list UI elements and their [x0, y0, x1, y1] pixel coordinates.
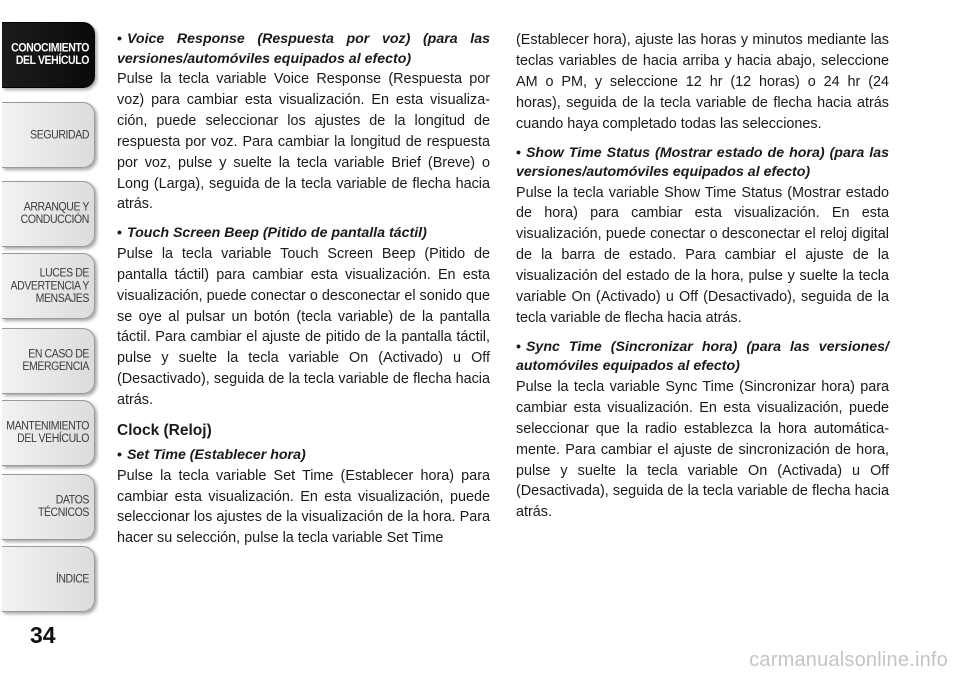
paragraph-sync-time: Pulse la tecla variable Sync Time (Sincronizar hora) para cambiar esta visualización. En esta visualización, puede seleccionar que la radio establezca la hora automáticamente. Para cambiar el ajuste de sincronización de hora, pulse y suelte la tecla variable On (Activada) u Off (Desactivada), seguida de la tecla variable de flecha hacia atrás.: [516, 378, 889, 521]
left-column: [117, 30, 490, 549]
bullet-icon: •: [117, 31, 122, 47]
heading-voice-response: • Voice Response (Respuesta por voz) (para las versiones/automóviles equipados al efecto): [117, 31, 490, 67]
paragraph-show-time-status: Pulse la tecla variable Show Time Status (Mostrar estado de hora) para cambiar esta visualización. En esta visualización, puede conectar o desconectar el reloj digital de la barra de estado. Para cambiar el ajuste de la visualización del estado de la hora, pulse y suelte la tecla variable On (Activado) u Off (Desactivado), seguida de la tecla variable de flecha hacia atrás.: [516, 184, 889, 326]
tab-mantenimiento[interactable]: [2, 400, 95, 466]
paragraph-set-time: Pulse la tecla variable Set Time (Establecer hora) para cambiar esta visualización. En esta visualización, puede seleccionar los ajustes de la visualización de la hora. Para hacer su selección, pulse la tecla variable Set Time: [117, 467, 490, 547]
tab-seguridad[interactable]: [2, 102, 95, 168]
right-column: [516, 30, 889, 523]
tab-label: ARRANQUE Y CONDUCCIÓN: [20, 200, 89, 227]
tab-datos-tecnicos[interactable]: [2, 474, 95, 540]
chapter-tabs: [0, 0, 104, 678]
tab-label: ÍNDICE: [55, 571, 89, 586]
tab-label: LUCES DE ADVERTENCIA Y MENSAJES: [10, 265, 89, 305]
tab-label: DATOS TÉCNICOS: [37, 493, 89, 520]
watermark: carmanualsonline.info: [749, 649, 948, 671]
bullet-icon: •: [516, 338, 521, 355]
heading-set-time: • Set Time (Establecer hora): [117, 447, 306, 464]
bullet-icon: •: [117, 447, 122, 464]
heading-touch-screen-beep: • Touch Screen Beep (Pitido de pantalla táctil): [117, 225, 427, 242]
page-number: 34: [30, 622, 56, 648]
tab-arranque-y-conduccion[interactable]: [2, 181, 95, 247]
tab-luces-de-advertencia[interactable]: [2, 253, 95, 319]
tab-conocimiento-del-vehiculo[interactable]: [2, 22, 95, 88]
tab-label: EN CASO DE EMERGENCIA: [22, 347, 89, 374]
bullet-icon: •: [516, 144, 521, 161]
tab-label: MANTENIMIENTO DEL VEHÍCULO: [6, 419, 89, 446]
section-title-clock: Clock (Reloj): [117, 422, 212, 440]
tab-en-caso-de-emergencia[interactable]: [2, 328, 95, 394]
tab-label: CONOCIMIENTO DEL VEHÍCULO: [11, 41, 89, 68]
tab-indice[interactable]: [2, 546, 95, 612]
tab-label: SEGURIDAD: [30, 127, 89, 142]
paragraph-touch-screen-beep: Pulse la tecla variable Touch Screen Beep (Pitido de pantalla táctil) para cambiar esta visualización. En esta visualización, puede conectar o desconectar el sonido que se oye al pulsar un botón (tecla variable) de la pantalla táctil. Para cambiar el ajuste de pitido de la pantalla táctil, pulse y suelte la tecla variable On (Activado) u Off (Desactivado), seguida de la tecla variable de flecha hacia atrás.: [117, 245, 490, 409]
bullet-icon: •: [117, 225, 122, 242]
heading-show-time-status: • Show Time Status (Mostrar estado de hora) (para las versiones/automóviles equipados al efecto): [516, 144, 889, 181]
paragraph-voice-response: Pulse la tecla variable Voice Response (Respuesta por voz) para cambiar esta visualización. En esta visualización, puede seleccionar los ajustes de la longitud de respuesta por voz. Para cambiar la longitud de respuesta por voz, pulse y suelte la tecla variable Brief (Breve) o Long (Larga), seguida de la tecla variable de flecha hacia atrás.: [117, 71, 490, 213]
heading-sync-time: • Sync Time (Sincronizar hora) (para las versiones/ automóviles equipados al efecto): [516, 338, 889, 375]
paragraph-set-time-continued: (Establecer hora), ajuste las horas y minutos mediante las teclas variables de hacia arriba y hacia abajo, seleccione AM o PM, y seleccione 12 hr (12 horas) o 24 hr (24 horas), seguida de la tecla variable de flecha hacia atrás cuando haya completado todas las selecciones.: [516, 32, 889, 132]
